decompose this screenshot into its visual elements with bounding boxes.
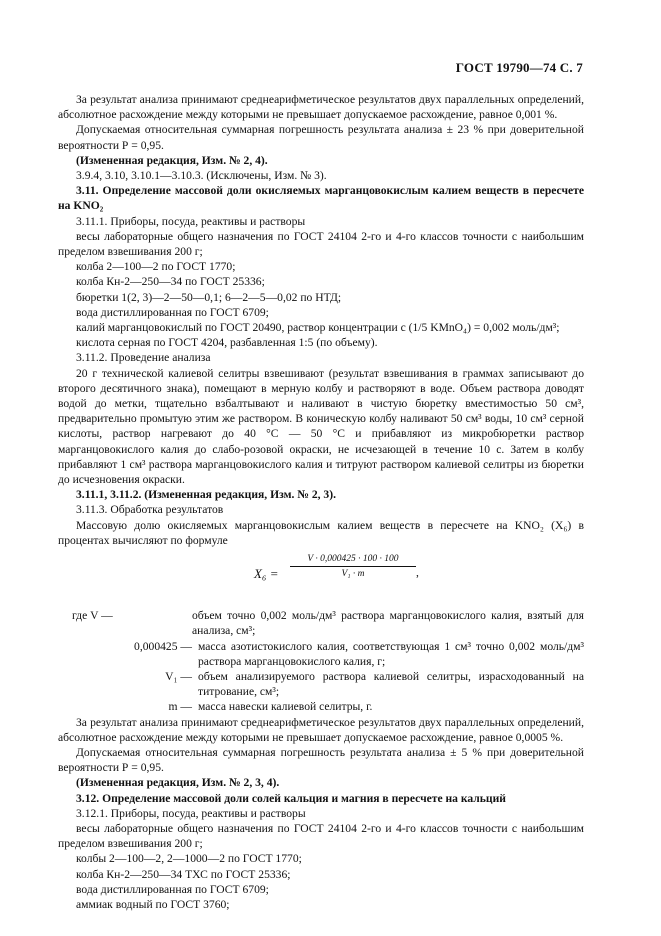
amendment-note: (Измененная редакция, Изм. № 2, 3, 4). bbox=[76, 776, 280, 790]
paragraph: Допускаемая относительная суммарная погрешность результата анализа ± 23 % при доверительной вероятности Р = 0,95. bbox=[58, 123, 584, 152]
list-item: колбы 2—100—2, 2—1000—2 по ГОСТ 1770; bbox=[76, 852, 302, 866]
list-item: кислота серная по ГОСТ 4204, разбавленная 1:5 (по объему). bbox=[76, 336, 378, 350]
document-body bbox=[58, 92, 584, 912]
amendment-note: (Измененная редакция, Изм. № 2, 4). bbox=[76, 153, 268, 167]
definition-row bbox=[58, 639, 584, 669]
formula-tail: , bbox=[416, 566, 419, 580]
definition-symbol: где V — bbox=[72, 609, 113, 623]
list-item: аммиак водный по ГОСТ 3760; bbox=[76, 897, 230, 911]
variable-definitions bbox=[58, 608, 584, 714]
definition-row bbox=[58, 608, 584, 638]
definition-text: масса навески калиевой селитры, г. bbox=[198, 700, 373, 714]
amendment-note: 3.11.1, 3.11.2. (Измененная редакция, Изм. № 2, 3). bbox=[76, 488, 336, 502]
definition-text: масса азотистокислого калия, соответствующая 1 см³ точно 0,002 моль/дм³ раствора марганцовокислого калия, г; bbox=[198, 639, 584, 668]
paragraph: Массовую долю окисляемых марганцовокислым калием веществ в пересчете на KNO₂ (X₆) в процентах вычисляют по формуле bbox=[58, 518, 584, 547]
paragraph: Допускаемая относительная суммарная погрешность результата анализа ± 5 % при доверительной вероятности Р = 0,95. bbox=[58, 745, 584, 775]
paragraph: За результат анализа принимают среднеарифметическое результатов двух параллельных определений, абсолютное расхождение между которыми не превышает допускаемое расхождение, равное 0,0005 %. bbox=[58, 715, 584, 744]
list-item: колба Кн-2—250—34 ТХС по ГОСТ 25336; bbox=[76, 867, 291, 881]
formula-numerator: V · 0,000425 · 100 · 100 bbox=[290, 554, 416, 567]
definition-row bbox=[58, 699, 584, 714]
list-item: бюретки 1(2, 3)—2—50—0,1; 6—2—5—0,02 по НТД; bbox=[76, 290, 342, 304]
formula-lhs: X₆ = bbox=[254, 566, 279, 582]
list-item: вода дистиллированная по ГОСТ 6709; bbox=[76, 882, 269, 896]
paragraph: За результат анализа принимают среднеарифметическое результатов двух параллельных определений, абсолютное расхождение между которыми не превышает допускаемое расхождение, равное 0,001 %. bbox=[58, 93, 584, 122]
paragraph: 3.9.4, 3.10, 3.10.1—3.10.3. (Исключены, Изм. № 3). bbox=[76, 169, 327, 183]
list-item: колба Кн-2—250—34 по ГОСТ 25336; bbox=[76, 275, 265, 289]
list-item: калий марганцовокислый по ГОСТ 20490, раствор концентрации с (1/5 KMnO₄) = 0,002 моль/дм³; bbox=[76, 321, 560, 335]
section-heading: 3.12. Определение массовой доли солей кальция и магния в пересчете на кальций bbox=[76, 791, 506, 805]
definition-row bbox=[58, 669, 584, 699]
list-item: колба 2—100—2 по ГОСТ 1770; bbox=[76, 260, 236, 274]
list-item: весы лабораторные общего назначения по ГОСТ 24104 2-го и 4-го классов точности с наибольшим пределом взвешивания 200 г; bbox=[58, 229, 584, 259]
page-header: ГОСТ 19790—74 С. 7 bbox=[455, 60, 583, 75]
paragraph: 20 г технической калиевой селитры взвешивают (результат взвешивания в граммах записывают до второго десятичного знака), помещают в мерную колбу и растворяют в воде. Объем раствора доводят водой до метки, тщательно взбалтывают и наливают в чистую бюретку вместимостью 50 см³, предварительно промытую этим же раствором. В коническую колбу наливают 50 см³ воды, 10 см³ серной кислоты, раствор нагревают до 40 °С — 50 °С и прибавляют из микробюретки раствор марганцовокислого калия до слабо-розовой окраски, не исчезающей в течение 10 с. Затем в колбу прибавляют 1 см³ раствора марганцовокислого калия и титруют раствором калиевой селитры из бюретки до исчезновения окраски. bbox=[58, 366, 584, 487]
definition-text: объем точно 0,002 моль/дм³ раствора марганцовокислого калия, взятый для анализа, см³; bbox=[192, 609, 584, 638]
definition-symbol: m — bbox=[168, 700, 192, 714]
subsection-heading: 3.11.2. Проведение анализа bbox=[76, 351, 211, 365]
list-item: весы лабораторные общего назначения по ГОСТ 24104 2-го и 4-го классов точности с наибольшим пределом взвешивания 200 г; bbox=[58, 821, 584, 851]
list-item: вода дистиллированная по ГОСТ 6709; bbox=[76, 305, 269, 319]
formula-denominator: V₁ · m bbox=[341, 569, 365, 580]
subsection-heading: 3.11.3. Обработка результатов bbox=[76, 503, 224, 517]
subsection-heading: 3.12.1. Приборы, посуда, реактивы и растворы bbox=[76, 806, 306, 820]
formula-fraction bbox=[290, 554, 416, 579]
subsection-heading: 3.11.1. Приборы, посуда, реактивы и растворы bbox=[76, 214, 306, 228]
definition-symbol: 0,000425 — bbox=[134, 639, 192, 653]
definition-symbol: V₁ — bbox=[165, 669, 192, 683]
section-heading: 3.11. Определение массовой доли окисляемых марганцовокислым калием веществ в пересчете на KNO₂ bbox=[58, 184, 584, 213]
definition-text: объем анализируемого раствора калиевой селитры, израсходованный на титрование, см³; bbox=[198, 669, 584, 699]
formula bbox=[58, 554, 584, 600]
